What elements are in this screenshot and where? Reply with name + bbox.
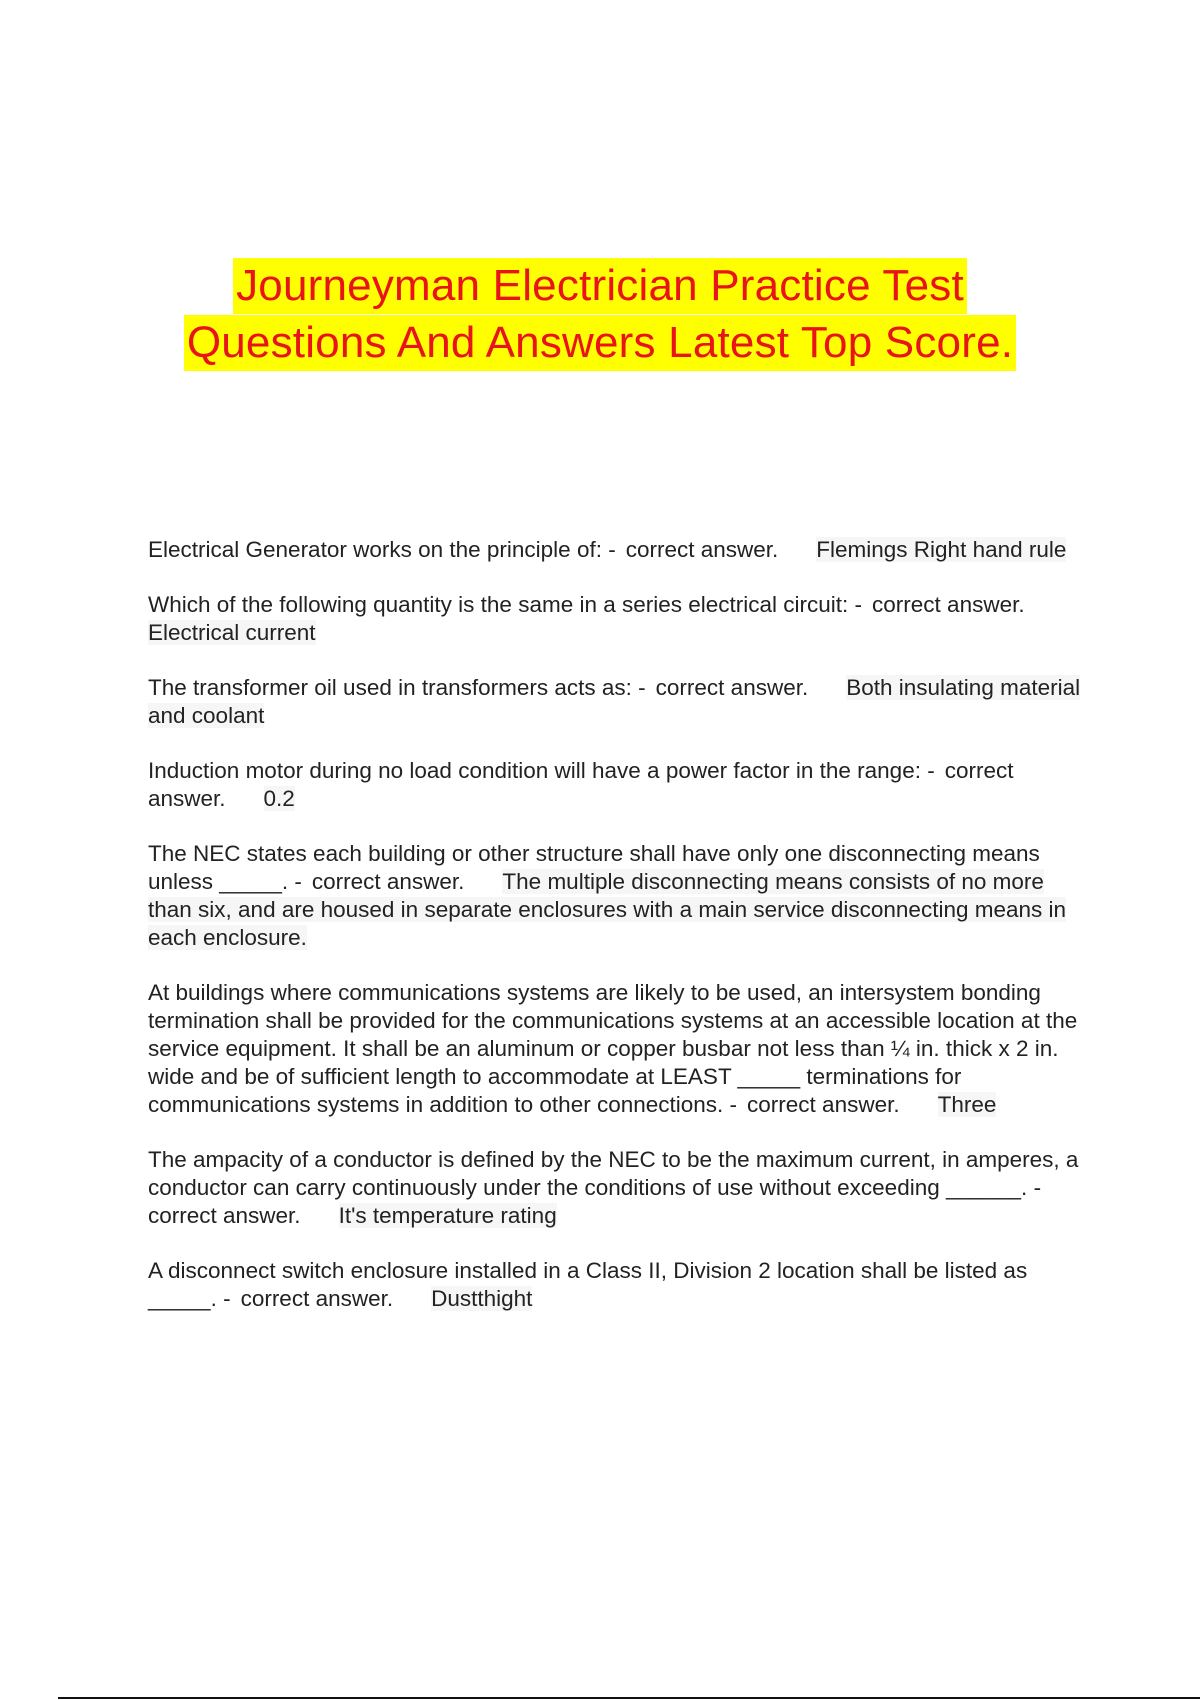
qa-item bbox=[148, 979, 1088, 1119]
answer-text: Flemings Right hand rule bbox=[816, 537, 1067, 562]
qa-item bbox=[148, 1257, 1088, 1313]
qa-item bbox=[148, 1146, 1088, 1230]
question-text: The transformer oil used in transformers acts as: - bbox=[148, 675, 646, 700]
qa-list bbox=[148, 536, 1088, 1340]
answer-marker: correct answer. bbox=[655, 675, 809, 700]
question-text: The NEC states each building or other structure shall have only one disconnecting means unless _____. - bbox=[148, 841, 1040, 894]
footer-rule bbox=[58, 1697, 1200, 1699]
answer-marker: correct answer. bbox=[148, 1203, 301, 1228]
qa-item bbox=[148, 757, 1088, 813]
title-line-2: Questions And Answers Latest Top Score. bbox=[184, 315, 1016, 371]
answer-text: It's temperature rating bbox=[338, 1203, 557, 1228]
answer-text: Three bbox=[937, 1092, 997, 1117]
qa-item bbox=[148, 840, 1088, 952]
question-text: At buildings where communications systems are likely to be used, an intersystem bonding termination shall be provided for the communications systems at an accessible location at the service equipment. It shall be an aluminum or copper busbar not less than ¼ in. thick x 2 in. wide and be of sufficient length to accommodate at LEAST _____ terminations for communications systems in addition to other connections. - bbox=[148, 980, 1078, 1117]
qa-item bbox=[148, 536, 1088, 564]
question-text: A disconnect switch enclosure installed in a Class II, Division 2 location shall be listed as _____. - bbox=[148, 1258, 1028, 1311]
question-text: Induction motor during no load condition will have a power factor in the range: - bbox=[148, 758, 935, 783]
answer-text: 0.2 bbox=[263, 786, 295, 811]
answer-text: The multiple disconnecting means consists of no more than six, and are housed in separate enclosures with a main service disconnecting means in each enclosure. bbox=[148, 869, 1067, 950]
qa-item bbox=[148, 591, 1088, 647]
answer-marker: correct answer. bbox=[747, 1092, 900, 1117]
title-line-1: Journeyman Electrician Practice Test bbox=[233, 258, 967, 314]
answer-marker: correct answer. bbox=[240, 1286, 394, 1311]
answer-text: Dustthight bbox=[431, 1286, 533, 1311]
document-title bbox=[0, 258, 1200, 372]
answer-marker: correct answer. bbox=[311, 869, 465, 894]
question-text: The ampacity of a conductor is defined by the NEC to be the maximum current, in amperes, a conductor can carry continuously under the conditions of use without exceeding ______. - bbox=[148, 1147, 1079, 1200]
answer-text: Both insulating material and coolant bbox=[148, 675, 1081, 728]
answer-text: Electrical current bbox=[148, 620, 316, 645]
answer-marker: correct answer. bbox=[148, 758, 1014, 811]
question-text: Electrical Generator works on the principle of: - bbox=[148, 537, 616, 562]
qa-item bbox=[148, 674, 1088, 730]
question-text: Which of the following quantity is the same in a series electrical circuit: - bbox=[148, 592, 863, 617]
answer-marker: correct answer. bbox=[625, 537, 779, 562]
answer-marker: correct answer. bbox=[872, 592, 1025, 617]
